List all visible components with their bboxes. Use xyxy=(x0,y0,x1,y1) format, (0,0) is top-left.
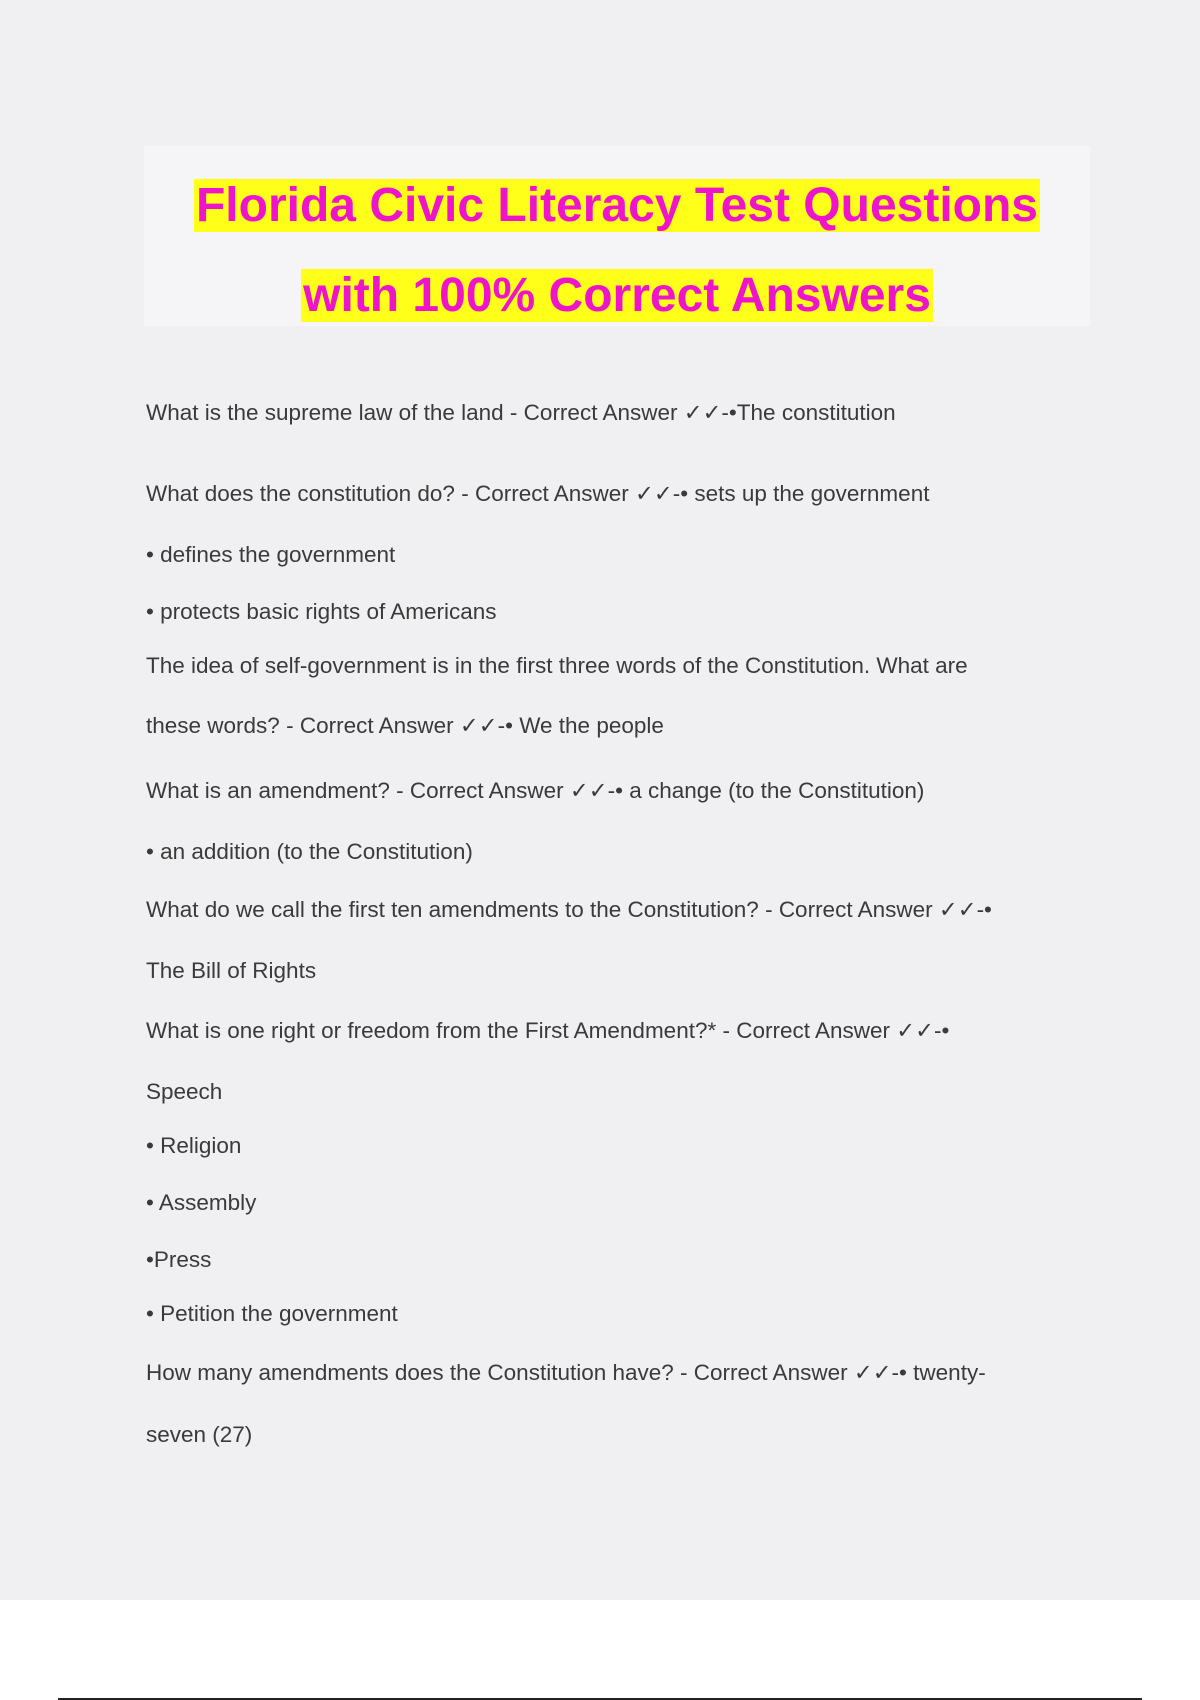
page-footer xyxy=(0,1600,1200,1700)
qa-line-amendment: What is an amendment? - Correct Answer ✓✓-• a change (to the Constitution) xyxy=(146,778,925,803)
bullet-assembly: • Assembly xyxy=(146,1190,257,1215)
bullet-religion: • Religion xyxy=(146,1133,242,1158)
title-line-1 xyxy=(144,176,1090,236)
qa-line-first-amendment: What is one right or freedom from the First Amendment?* - Correct Answer ✓✓-• xyxy=(146,1018,950,1043)
answer-bill-of-rights: The Bill of Rights xyxy=(146,958,317,983)
qa-line-supreme-law: What is the supreme law of the land - Correct Answer ✓✓-•The constitution xyxy=(146,400,896,425)
title-line-2 xyxy=(144,266,1090,326)
bullet-addition: • an addition (to the Constitution) xyxy=(146,839,473,864)
qa-line-we-the-people: these words? - Correct Answer ✓✓-• We the people xyxy=(146,713,664,738)
bullet-defines-government: • defines the government xyxy=(146,542,396,567)
qa-line-first-ten: What do we call the first ten amendments to the Constitution? - Correct Answer ✓✓-• xyxy=(146,897,992,922)
qa-line-constitution-do: What does the constitution do? - Correct Answer ✓✓-• sets up the government xyxy=(146,481,930,506)
bullet-press: •Press xyxy=(146,1247,212,1272)
title-block xyxy=(144,146,1090,326)
bullet-protects-rights: • protects basic rights of Americans xyxy=(146,599,497,624)
answer-twenty-seven: seven (27) xyxy=(146,1422,253,1447)
bullet-petition: • Petition the government xyxy=(146,1301,398,1326)
title-line-2-text: with 100% Correct Answers xyxy=(303,269,931,322)
qa-line-amendment-count: How many amendments does the Constitution have? - Correct Answer ✓✓-• twenty- xyxy=(146,1360,986,1385)
title-line-1-text: Florida Civic Literacy Test Questions xyxy=(195,179,1038,232)
answer-speech: Speech xyxy=(146,1079,223,1104)
qa-line-self-government: The idea of self-government is in the first three words of the Constitution. What are xyxy=(146,653,968,678)
